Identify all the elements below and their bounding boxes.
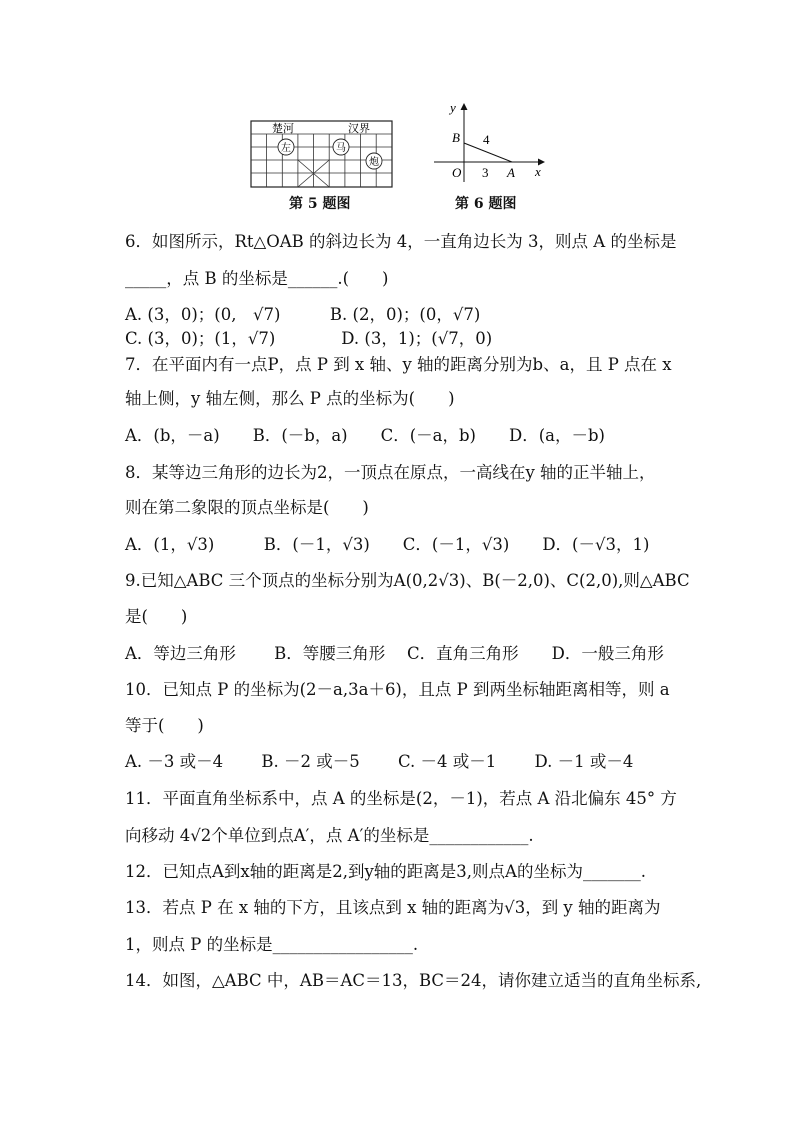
point-o-label: O (452, 165, 462, 180)
q12-line-1: 12．已知点A到x轴的距离是2,到y轴的距离是3,则点A的坐标为_______. (125, 862, 646, 881)
q13-line-2: 1，则点 P 的坐标是_________________. (125, 935, 419, 954)
q6-line-2: _____，点 B 的坐标是______.( ) (125, 269, 389, 288)
hypotenuse-length: 4 (483, 132, 490, 147)
q10-options: A. －3 或－4 B. －2 或－5 C. －4 或－1 D. －1 或－4 (125, 752, 634, 771)
q9-line-2: 是( ) (125, 607, 188, 626)
point-a-label: A (507, 165, 515, 180)
figure-6-caption: 第 6 题图 (455, 196, 517, 212)
piece-ma: 马 (336, 143, 346, 154)
y-axis-label: y (450, 100, 456, 115)
point-b-label: B (452, 130, 460, 145)
q10-line-1: 10．已知点 P 的坐标为(2－a,3a＋6)，且点 P 到两坐标轴距离相等，则 a (125, 680, 670, 699)
river-label-left: 楚河 (272, 123, 294, 135)
q7-options: A．(b，－a) B．(－b，a) C．(－a，b) D．(a，－b) (125, 426, 605, 445)
chessboard-figure (250, 120, 395, 190)
q14-line-1: 14．如图，△ABC 中，AB＝AC＝13，BC＝24，请你建立适当的直角坐标系, (125, 971, 702, 990)
q6-options-2: C. (3，0)；(1，√7) D. (3，1)；(√7，0) (125, 329, 493, 348)
q9-line-1: 9.已知△ABC 三个顶点的坐标分别为A(0,2√3)、B(－2,0)、C(2,0),则△ABC (125, 571, 690, 590)
piece-pao: 炮 (369, 157, 379, 168)
q8-line-2: 则在第二象限的顶点坐标是( ) (125, 498, 369, 517)
q7-line-1: 7．在平面内有一点P，点 P 到 x 轴、y 轴的距离分别为b、a，且 P 点在 x (125, 355, 672, 374)
triangle-coordinate-figure (432, 98, 552, 188)
base-length: 3 (482, 165, 489, 180)
q6-options-1: A. (3，0)；(0, √7) B. (2，0)；(0，√7) (125, 305, 481, 324)
q9-options: A．等边三角形 B．等腰三角形 C．直角三角形 D．一般三角形 (125, 644, 664, 663)
q11-line-1: 11．平面直角坐标系中，点 A 的坐标是(2，－1)，若点 A 沿北偏东 45° 方 (125, 789, 677, 808)
piece-zuo: 左 (281, 143, 291, 154)
figure-5-caption: 第 5 题图 (289, 196, 351, 212)
q13-line-1: 13．若点 P 在 x 轴的下方，且该点到 x 轴的距离为√3，到 y 轴的距离为 (125, 898, 661, 917)
q8-line-1: 8．某等边三角形的边长为2，一顶点在原点，一高线在y 轴的正半轴上， (125, 463, 656, 482)
q11-line-2: 向移动 4√2个单位到点A′，点 A′的坐标是____________. (125, 826, 534, 845)
q7-line-2: 轴上侧，y 轴左侧，那么 P 点的坐标为( ) (125, 389, 455, 408)
q10-line-2: 等于( ) (125, 716, 204, 735)
river-label-right: 汉界 (348, 123, 370, 135)
q8-options: A．(1，√3) B．(－1，√3) C．(－1，√3) D．(－√3，1) (125, 535, 650, 554)
x-axis-label: x (535, 164, 541, 179)
q6-line-1: 6．如图所示，Rt△OAB 的斜边长为 4，一直角边长为 3，则点 A 的坐标是 (125, 232, 677, 251)
